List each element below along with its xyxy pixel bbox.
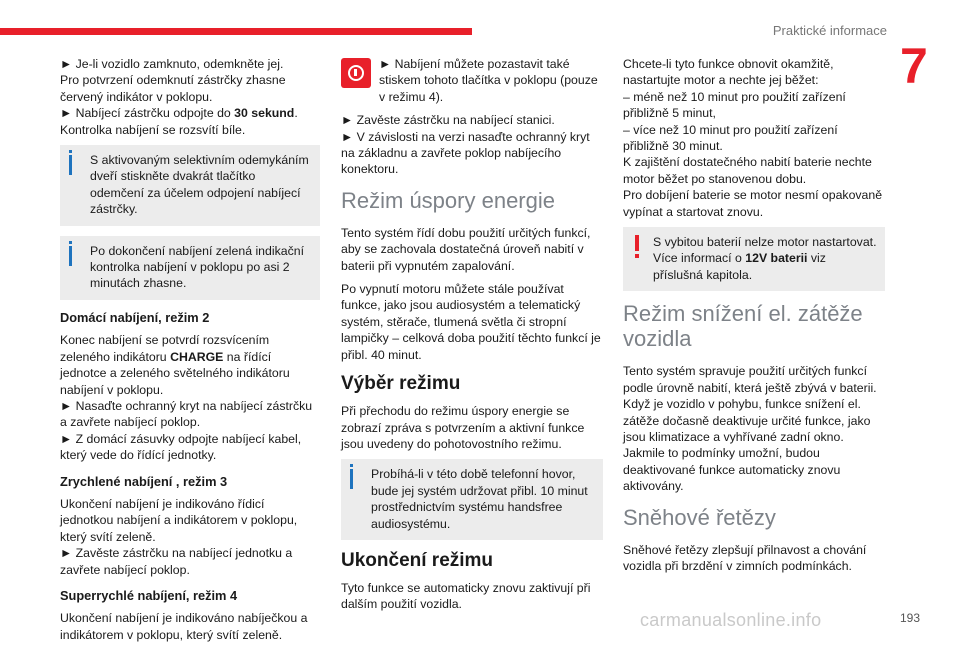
- text: – více než 10 minut pro použití zařízení přibližně 30 minut.: [623, 122, 838, 154]
- text: ► Nabíjení můžete pozastavit také stiskem tohoto tlačítka v poklopu (pouze v režimu 4).: [379, 57, 598, 104]
- paragraph-instructions: [341, 112, 603, 178]
- instruction: ► Z domácí zásuvky odpojte nabíjecí kabel, který vede do řídící jednotky.: [60, 431, 302, 463]
- heading-mode4: Superrychlé nabíjení, režim 4: [60, 587, 238, 603]
- watermark: carmanualsonline.info: [640, 610, 822, 630]
- heading-snow-chains: Sněhové řetězy: [623, 504, 776, 530]
- instruction: ► Nasaďte ochranný kryt na nabíjecí zástrčku a zavřete nabíjecí poklop.: [60, 398, 313, 430]
- text: S vybitou baterií nelze motor nastartovat. Více informací o: [653, 235, 877, 266]
- instruction-unlock: ► Je-li vozidlo zamknuto, odemkněte jej.: [60, 57, 284, 71]
- text: K zajištění dostatečného nabití baterie nechte motor běžet po stanovenou dobu.: [623, 155, 872, 186]
- text: Pro dobíjení baterie se motor nesmí opakovaně vypínat a startovat znovu.: [623, 188, 883, 219]
- heading-mode2: Domácí nabíjení, režim 2: [60, 309, 210, 325]
- paragraph: Tyto funkce se automaticky znovu zaktivují při dalším použití vozidla.: [341, 580, 591, 612]
- info-icon: [69, 246, 72, 266]
- info-icon: [350, 469, 353, 489]
- heading-mode-select: Výběr režimu: [341, 373, 461, 395]
- charge-pause-button-icon: [341, 58, 371, 88]
- warning-text: [631, 234, 877, 283]
- heading-energy-saving: Režim úspory energie: [341, 187, 555, 213]
- paragraph: Při přechodu do režimu úspory energie se zobrazí zpráva s potvrzením a aktivní funkce jsou uvedeny do pohotovostního režimu.: [341, 404, 585, 451]
- paragraph-mode4: Ukončení nabíjení je indikováno nabíječkou a indikátorem v poklopu, který svítí zeleně.: [60, 611, 308, 642]
- info-text: Probíhá-li v této době telefonní hovor, bude jej systém udržovat přibl. 10 minut prostřednictvím systému handsfree audiosystému.: [371, 467, 588, 531]
- text: – méně než 10 minut pro použití zařízení přibližně 5 minut,: [623, 89, 846, 121]
- bold-charge: CHARGE: [170, 349, 224, 364]
- paragraph-mode3: [60, 496, 320, 578]
- instruction: ► Zavěste zástrčku na nabíjecí jednotku a zavřete nabíjecí poklop.: [60, 546, 293, 577]
- info-box-end-charge: [60, 236, 320, 300]
- header-accent-bar: [0, 28, 472, 35]
- punctuation: .: [294, 106, 298, 121]
- column-2: [341, 56, 603, 620]
- paragraph-pause: [341, 56, 603, 105]
- instruction: ► V závislosti na verzi nasaďte ochranný kryt na základnu a zavřete poklop nabíjecího konektoru.: [341, 129, 590, 177]
- heading-mode3: Zrychlené nabíjení , režim 3: [60, 473, 228, 489]
- paragraph: Sněhové řetězy zlepšují přilnavost a chování vozidla při brzdění v zimních podmínkách.: [623, 542, 867, 573]
- paragraph: Tento systém spravuje použití určitých funkcí podle úrovně nabití, která ještě zbývá v baterii. Když je vozidlo v pohybu, funkce snížení el. zátěže dočasně deaktivuje určité funkce, jako jsou klimatizace a vyhřívané zadní okno. Jakmile to podmínky umožní, budou deaktivované funkce automaticky znovu aktivovány.: [623, 364, 877, 494]
- warning-box-battery: [623, 227, 885, 291]
- paragraph-mode2: [60, 332, 320, 463]
- bold-time: 30 sekund: [234, 106, 295, 121]
- info-box-selective-unlock: [60, 145, 320, 226]
- text: na řídící jednotce a zeleného světelného indikátoru nabíjení v poklopu.: [60, 349, 290, 397]
- heading-mode-end: Ukončení režimu: [341, 549, 494, 571]
- column-1: [60, 56, 320, 650]
- text: viz příslušná kapitola.: [653, 251, 826, 282]
- page-number: 193: [900, 611, 921, 625]
- heading-load-reduction: Režim snížení el. zátěže vozidla: [623, 301, 863, 352]
- bold-12v: 12V baterii: [745, 251, 808, 266]
- info-text: S aktivovaným selektivním odemykáním dveří stiskněte dvakrát tlačítko odemčení za účelem odpojení nabíjecí zástrčky.: [90, 153, 309, 217]
- instruction-disconnect: ► Nabíjecí zástrčku odpojte do: [60, 106, 235, 121]
- paragraph: [60, 56, 320, 138]
- info-text: Po dokončení nabíjení zelená indikační kontrolka nabíjení v poklopu po asi 2 minutách zhasne.: [90, 243, 304, 291]
- section-title: Praktické informace: [772, 23, 887, 38]
- paragraph: Po vypnutí motoru můžete stále používat funkce, jako jsou audiosystém a telematický systém, stěrače, tlumená světla či stropní lampičky – celková doba použití těchto funkcí je přibl. 40 minut.: [341, 282, 601, 362]
- text: Chcete-li tyto funkce obnovit okamžitě, nastartujte motor a nechte jej běžet:: [623, 57, 834, 88]
- text: Ukončení nabíjení je indikováno řídicí jednotkou nabíjení a indikátorem v poklopu, který svítí zeleně.: [60, 496, 298, 544]
- text-charging-light: Kontrolka nabíjení se rozsvítí bíle.: [60, 122, 246, 137]
- text-confirm-unlock: Pro potvrzení odemknutí zástrčky zhasne červený indikátor v poklopu.: [60, 73, 286, 104]
- instruction: ► Zavěste zástrčku na nabíjecí stanici.: [341, 113, 555, 128]
- column-3: [623, 56, 885, 581]
- chapter-number: 7: [900, 38, 928, 94]
- paragraph: [623, 56, 885, 220]
- info-icon: [69, 155, 72, 175]
- text: Konec nabíjení se potvrdí rozsvícením zeleného indikátoru: [60, 333, 270, 364]
- paragraph: Tento systém řídí dobu použití určitých funkcí, aby se zachovala dostatečná úroveň nabití v baterii při vypnutém zapalování.: [341, 225, 591, 273]
- info-box-phone-call: [341, 459, 603, 540]
- warning-icon: [635, 235, 639, 251]
